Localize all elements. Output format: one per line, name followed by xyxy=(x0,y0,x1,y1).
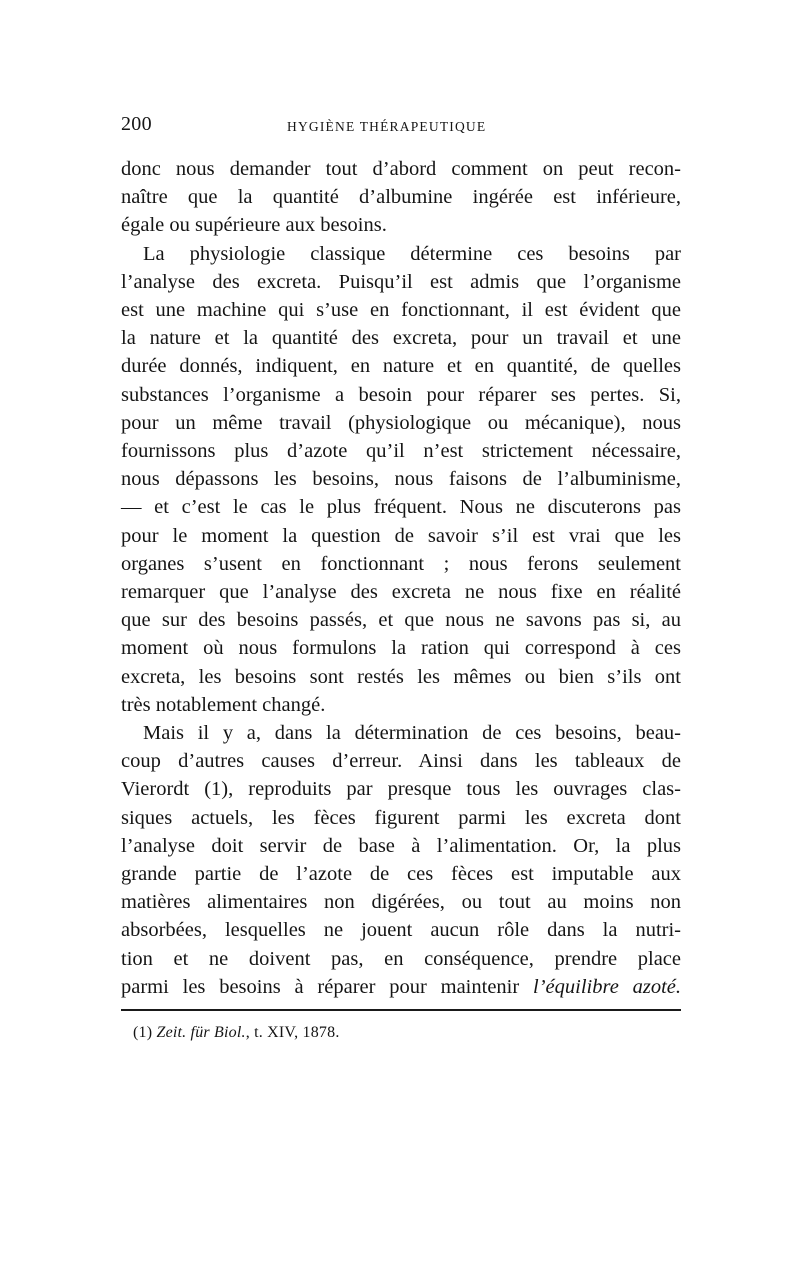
text-line: absorbées, lesquelles ne jouent aucun rôle dans la nutri- xyxy=(121,919,681,942)
footnote xyxy=(133,1024,340,1042)
text-line xyxy=(121,973,681,1001)
text-line: Vierordt (1), reproduits par presque tous les ouvrages clas- xyxy=(121,778,681,801)
text-line: durée donnés, indiquent, en nature et en quantité, de quelles xyxy=(121,355,681,378)
text-line: naître que la quantité d’albumine ingérée est inférieure, xyxy=(121,186,681,209)
text-line: l’analyse doit servir de base à l’alimentation. Or, la plus xyxy=(121,834,681,857)
text-line: remarquer que l’analyse des excreta ne nous fixe en réalité xyxy=(121,581,681,604)
text-line: que sur des besoins passés, et que nous ne savons pas si, au xyxy=(121,609,681,632)
text-line: fournissons plus d’azote qu’il n’est strictement nécessaire, xyxy=(121,440,681,463)
text-line: organes s’usent en fonctionnant ; nous ferons seulement xyxy=(121,552,681,575)
italic-phrase: l’équilibre azoté. xyxy=(533,975,681,998)
footnote-citation: , t. XIV, 1878. xyxy=(245,1024,340,1041)
text-line: substances l’organisme a besoin pour réparer ses pertes. Si, xyxy=(121,383,681,406)
page-number: 200 xyxy=(121,113,152,135)
text-line: — et c’est le cas le plus fréquent. Nous ne discuterons pas xyxy=(121,496,681,519)
text-line: coup d’autres causes d’erreur. Ainsi dans les tableaux de xyxy=(121,750,681,773)
text-line: Mais il y a, dans la détermination de ces besoins, beau- xyxy=(143,722,681,745)
paragraph-3 xyxy=(121,719,681,1001)
text-line: la nature et la quantité des excreta, pour un travail et une xyxy=(121,327,681,350)
text-line: l’analyse des excreta. Puisqu’il est admis que l’organisme xyxy=(121,270,681,293)
text-line: tion et ne doivent pas, en conséquence, prendre place xyxy=(121,947,681,970)
footnote-rule xyxy=(121,1009,681,1011)
paragraph-2 xyxy=(121,240,681,719)
page-header xyxy=(121,113,683,143)
text-line: est une machine qui s’use en fonctionnant, il est évident que xyxy=(121,299,681,322)
text-line: excreta, les besoins sont restés les mêmes ou bien s’ils ont xyxy=(121,665,681,688)
text-line: matières alimentaires non digérées, ou tout au moins non xyxy=(121,891,681,914)
paragraph-1 xyxy=(121,155,681,240)
text-line: donc nous demander tout d’abord comment on peut recon- xyxy=(121,158,681,180)
text-line: très notablement changé. xyxy=(121,693,326,716)
text-line: grande partie de l’azote de ces fèces est imputable aux xyxy=(121,863,681,886)
running-title: HYGIÈNE THÉRAPEUTIQUE xyxy=(287,119,487,134)
text-line: moment où nous formulons la ration qui correspond à ces xyxy=(121,637,681,660)
text-line: pour le moment la question de savoir s’il est vrai que les xyxy=(121,524,681,547)
text-fragment: parmi les besoins à réparer pour maintenir xyxy=(121,975,520,998)
footnote-marker: (1) xyxy=(133,1024,153,1041)
text-line: nous dépassons les besoins, nous faisons de l’albuminisme, xyxy=(121,468,681,491)
body-text xyxy=(121,155,681,1001)
text-line: siques actuels, les fèces figurent parmi les excreta dont xyxy=(121,806,681,829)
text-line: La physiologie classique détermine ces besoins par xyxy=(143,242,681,265)
text-line: égale ou supérieure aux besoins. xyxy=(121,214,387,237)
footnote-journal: Zeit. für Biol. xyxy=(156,1024,246,1041)
text-line: pour un même travail (physiologique ou mécanique), nous xyxy=(121,411,681,434)
